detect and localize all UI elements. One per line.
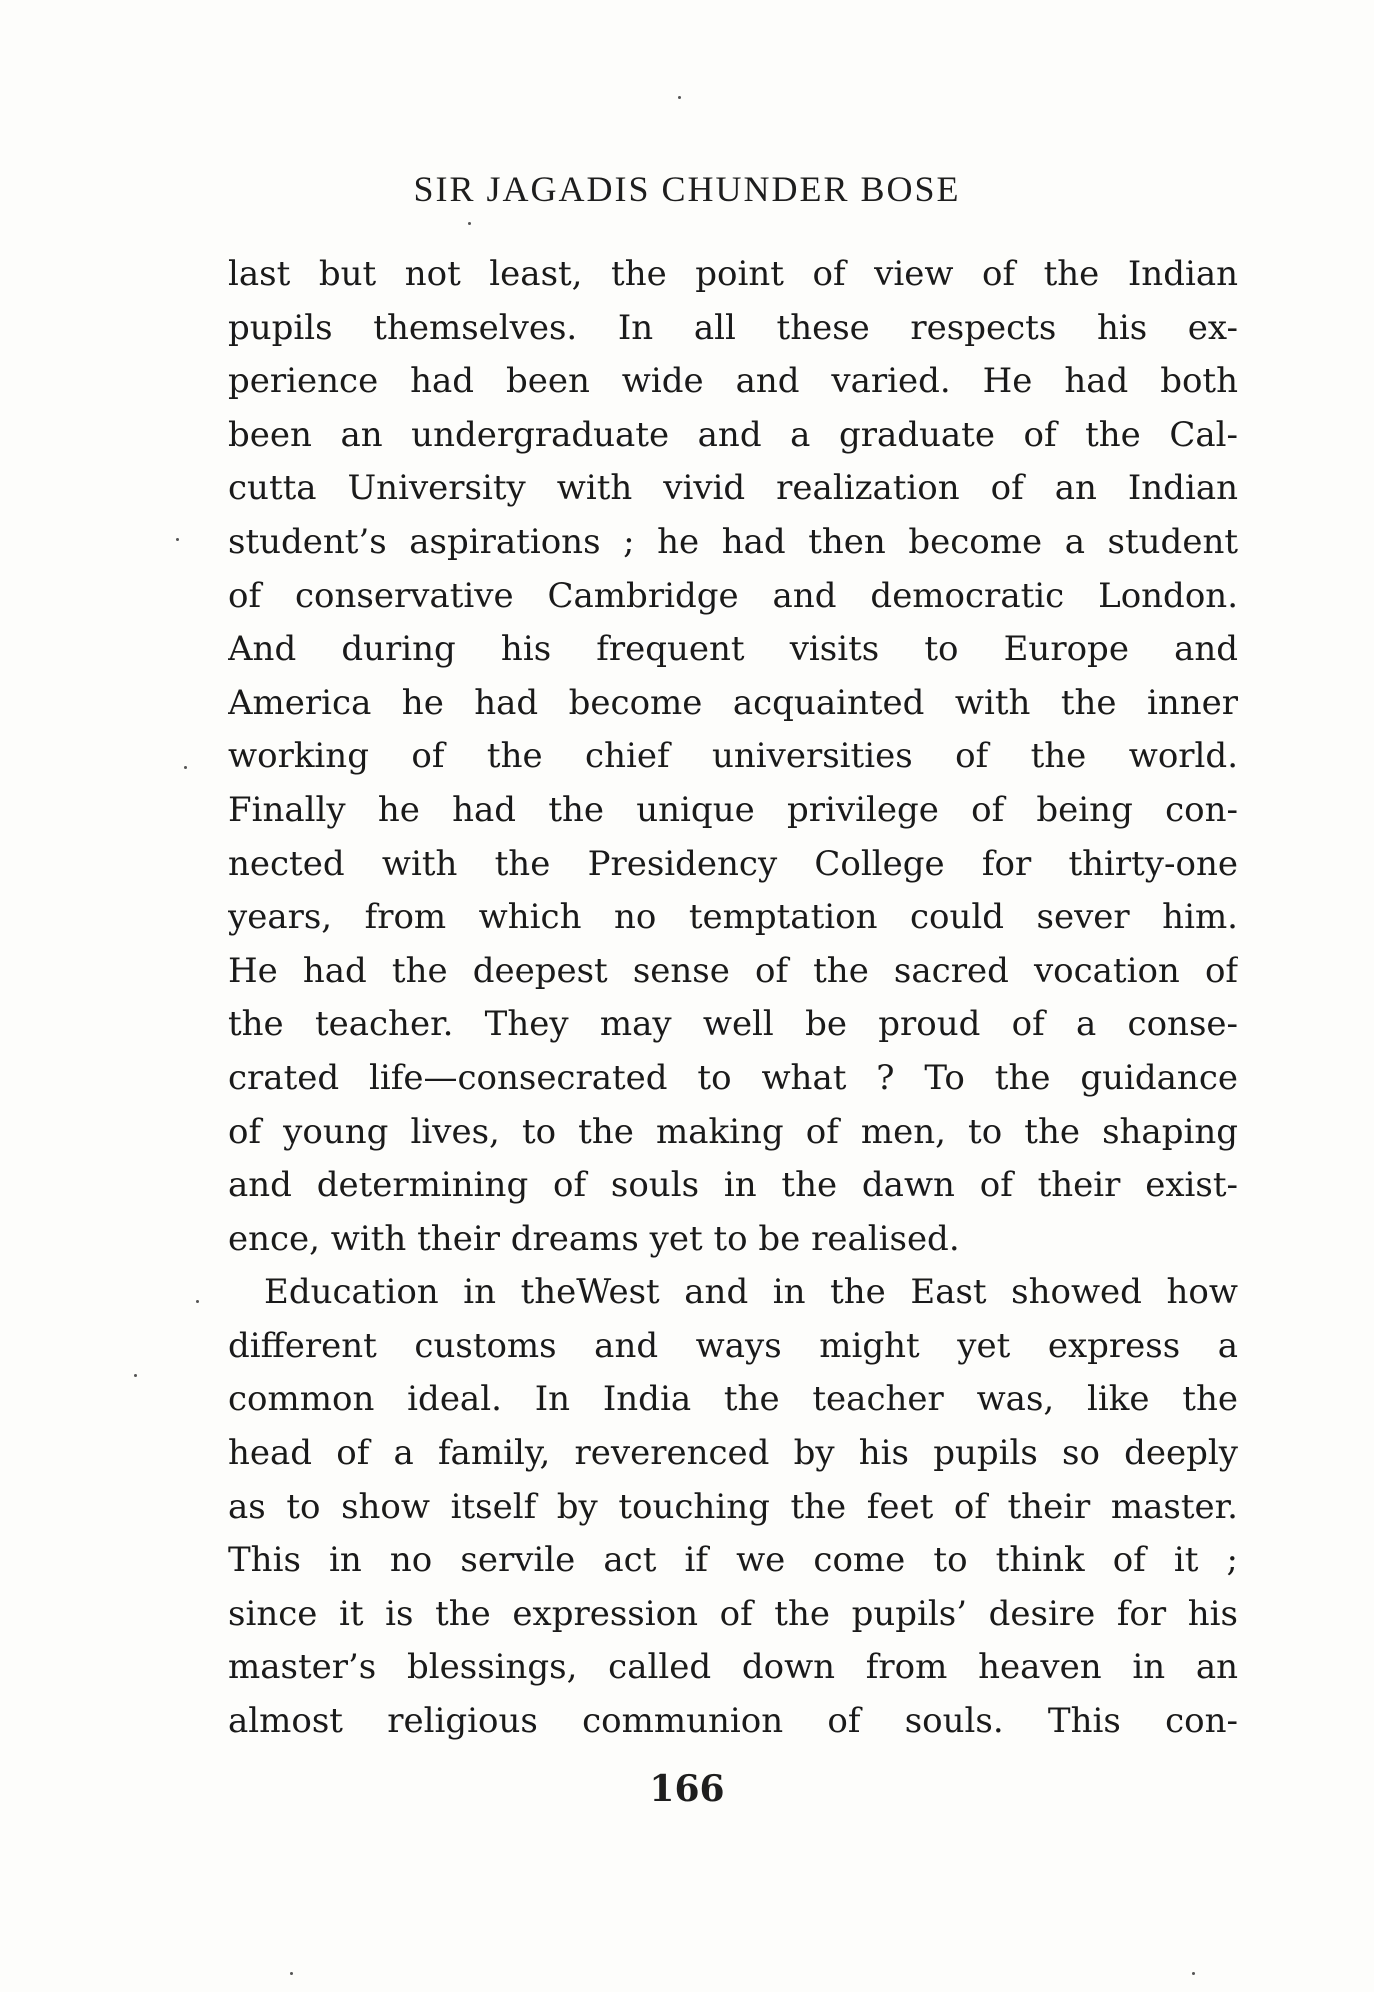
text-line: pupils themselves. In all these respects his ex- (228, 307, 1238, 348)
text-line: head of a family, reverenced by his pupils so deeply (228, 1433, 1238, 1474)
text-line: cutta University with vivid realization of an Indian (228, 468, 1238, 509)
text-line: Finally he had the unique privilege of being con- (228, 789, 1238, 830)
text-line: the teacher. They may well be proud of a conse- (228, 1004, 1238, 1045)
text-line: and determining of souls in the dawn of their exist- (228, 1165, 1238, 1206)
page-number: 166 (649, 1768, 725, 1810)
text-line: as to show itself by touching the feet of their master. (228, 1486, 1238, 1527)
paragraph-2 (228, 1266, 1238, 1748)
text-line: years, from which no temptation could sever him. (228, 897, 1238, 938)
text-line: of conservative Cambridge and democratic London. (228, 575, 1238, 616)
text-line: He had the deepest sense of the sacred vocation of (228, 950, 1238, 991)
text-line: ence, with their dreams yet to be realised. (228, 1218, 960, 1259)
text-line: since it is the expression of the pupils’ desire for his (228, 1593, 1238, 1634)
text-line: working of the chief universities of the world. (228, 736, 1238, 777)
text-line: nected with the Presidency College for thirty-one (228, 843, 1238, 884)
paragraph-1 (228, 248, 1238, 1266)
text-line: different customs and ways might yet express a (228, 1325, 1238, 1366)
body-text (228, 248, 1238, 1749)
text-line: Education in theWest and in the East showed how (264, 1272, 1238, 1313)
text-line: master’s blessings, called down from heaven in an (228, 1647, 1238, 1688)
text-line: crated life—consecrated to what ? To the guidance (228, 1057, 1238, 1098)
text-line: almost religious communion of souls. This con- (228, 1701, 1238, 1742)
paper-speck (290, 1972, 293, 1975)
text-line: been an undergraduate and a graduate of the Cal- (228, 414, 1238, 455)
text-line: perience had been wide and varied. He had both (228, 361, 1238, 402)
paper-speck (184, 766, 187, 769)
text-line: last but not least, the point of view of the Indian (228, 254, 1238, 294)
text-line: America he had become acquainted with the inner (228, 682, 1238, 723)
text-line: common ideal. In India the teacher was, like the (228, 1379, 1238, 1420)
paper-speck (678, 96, 681, 99)
text-line: This in no servile act if we come to think of it ; (228, 1540, 1238, 1581)
text-line: student’s aspirations ; he had then become a student (228, 521, 1238, 562)
paper-speck (1192, 1972, 1195, 1975)
paper-speck (468, 222, 471, 225)
text-line: of young lives, to the making of men, to the shaping (228, 1111, 1238, 1152)
paper-speck (176, 538, 179, 541)
text-line: And during his frequent visits to Europe and (228, 629, 1238, 670)
running-head: SIR JAGADIS CHUNDER BOSE (413, 169, 961, 209)
paper-speck (196, 1300, 199, 1303)
paper-speck (134, 1374, 137, 1377)
